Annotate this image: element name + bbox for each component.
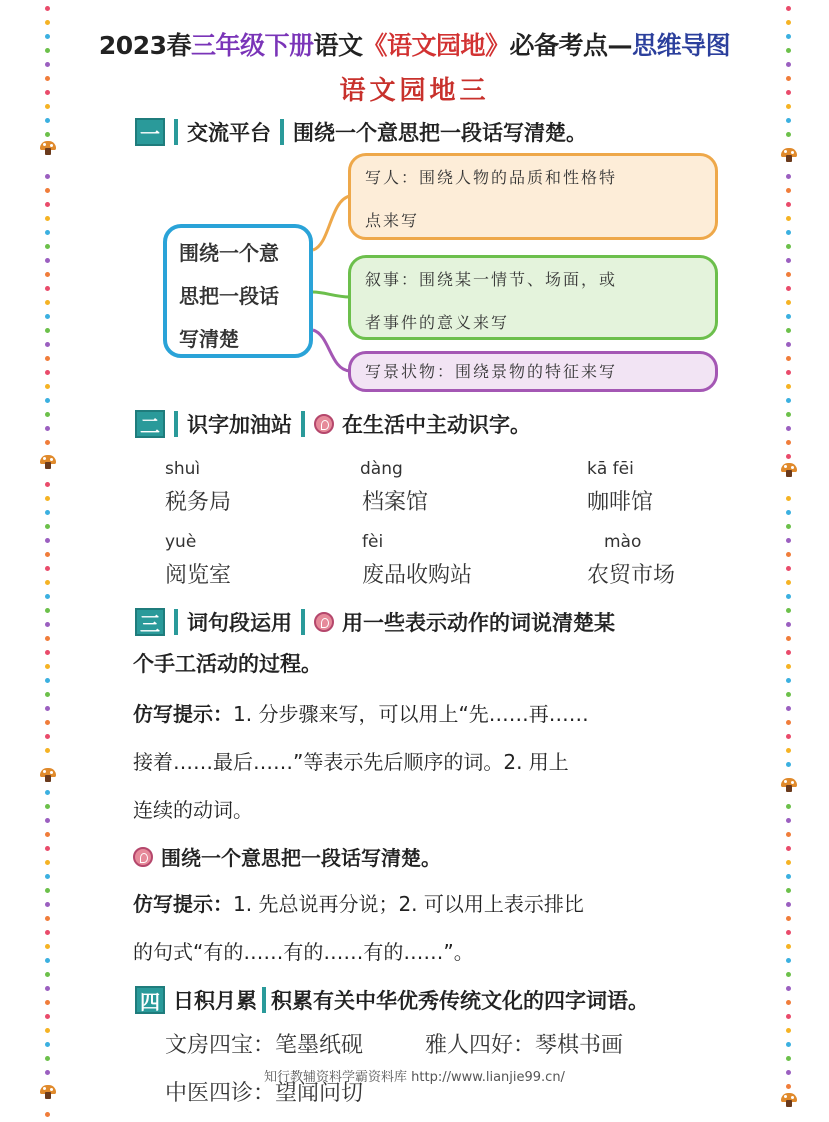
title-mindmap: 思维导图 xyxy=(632,31,731,60)
leaf-icon xyxy=(314,414,334,434)
tip2-block xyxy=(133,880,584,976)
section3-number: 三 xyxy=(135,608,165,636)
section3-header xyxy=(135,607,615,637)
section2-number: 二 xyxy=(135,410,165,438)
tip1-block xyxy=(133,690,589,834)
section1-number: 一 xyxy=(135,118,165,146)
footer-watermark: 知行教辅资料学霸资料库 http://www.lianjie99.cn/ xyxy=(264,1070,565,1085)
section4-header xyxy=(135,985,649,1015)
word-hanzi: 咖啡馆 xyxy=(587,490,654,515)
section-bar xyxy=(262,987,266,1013)
page-subtitle: 语文园地三 xyxy=(339,76,490,106)
word-pinyin: kā fēi xyxy=(587,459,634,479)
branch-line: 点来写 xyxy=(365,211,420,230)
mindmap-branch-person xyxy=(348,153,718,240)
title-year: 2023春 xyxy=(98,31,191,60)
section2-desc: 在生活中主动识字。 xyxy=(342,413,531,437)
section3-desc2: 围绕一个意思把一段话写清楚。 xyxy=(161,846,441,870)
section3-subhead xyxy=(133,842,441,871)
word-hanzi: 废品收购站 xyxy=(362,563,473,588)
idiom-item: 雅人四好：琴棋书画 xyxy=(425,1033,624,1058)
section-bar xyxy=(301,411,305,437)
section1-name: 交流平台 xyxy=(187,121,271,145)
tip2-line: 的句式“有的……有的……有的……”。 xyxy=(133,940,474,964)
section3-desc-cont: 个手工活动的过程。 xyxy=(133,652,322,676)
idiom-item: 中医四诊：望闻问切 xyxy=(165,1081,364,1106)
word-hanzi: 档案馆 xyxy=(362,490,429,515)
mindmap-branch-scenery xyxy=(348,351,718,392)
center-line: 写清楚 xyxy=(179,327,239,351)
title-grade: 三年级下册 xyxy=(191,31,314,60)
word-pinyin: yuè xyxy=(165,532,197,552)
section1-desc: 围绕一个意思把一段话写清楚。 xyxy=(293,121,587,145)
title-keypoints: 必备考点— xyxy=(509,31,633,60)
word-hanzi: 阅览室 xyxy=(165,563,232,588)
mindmap-branch-narrative xyxy=(348,255,718,340)
tip1-line: 连续的动词。 xyxy=(133,798,253,822)
section4-name: 日积月累 xyxy=(173,989,257,1013)
word-pinyin: fèi xyxy=(362,532,384,552)
leaf-icon xyxy=(133,847,153,867)
tip2-label: 仿写提示： xyxy=(133,892,233,916)
section3-desc: 用一些表示动作的词说清楚某 xyxy=(342,611,615,635)
branch-line: 写人：围绕人物的品质和性格特 xyxy=(365,168,618,187)
branch-line: 写景状物：围绕景物的特征来写 xyxy=(365,362,618,381)
tip1-line: 1. 分步骤来写，可以用上“先……再…… xyxy=(233,702,589,726)
tip1-label: 仿写提示： xyxy=(133,702,233,726)
tip1-line: 接着……最后……”等表示先后顺序的词。2. 用上 xyxy=(133,750,569,774)
section4-desc: 积累有关中华优秀传统文化的四字词语。 xyxy=(271,989,649,1013)
center-line: 思把一段话 xyxy=(179,284,279,308)
leaf-icon xyxy=(314,612,334,632)
section-bar xyxy=(174,609,178,635)
mindmap-center-node xyxy=(163,224,313,358)
title-subject: 语文 xyxy=(313,31,363,60)
word-hanzi: 税务局 xyxy=(165,490,232,515)
word-pinyin: shuì xyxy=(165,459,201,479)
idiom-item: 文房四宝：笔墨纸砚 xyxy=(165,1033,364,1058)
section3-name: 词句段运用 xyxy=(187,611,292,635)
section2-name: 识字加油站 xyxy=(187,413,292,437)
word-hanzi: 农贸市场 xyxy=(587,563,676,588)
center-line: 围绕一个意 xyxy=(179,241,279,265)
word-pinyin: dàng xyxy=(360,459,403,479)
tip2-line: 1. 先总说再分说；2. 可以用上表示排比 xyxy=(233,892,584,916)
branch-line: 者事件的意义来写 xyxy=(365,313,510,332)
branch-line: 叙事：围绕某一情节、场面，或 xyxy=(365,270,618,289)
section4-number: 四 xyxy=(135,986,165,1014)
title-unit: 《语文园地》 xyxy=(362,31,510,60)
section2-header xyxy=(135,409,531,439)
word-pinyin: mào xyxy=(604,532,642,552)
section-bar xyxy=(301,609,305,635)
section-bar xyxy=(174,411,178,437)
